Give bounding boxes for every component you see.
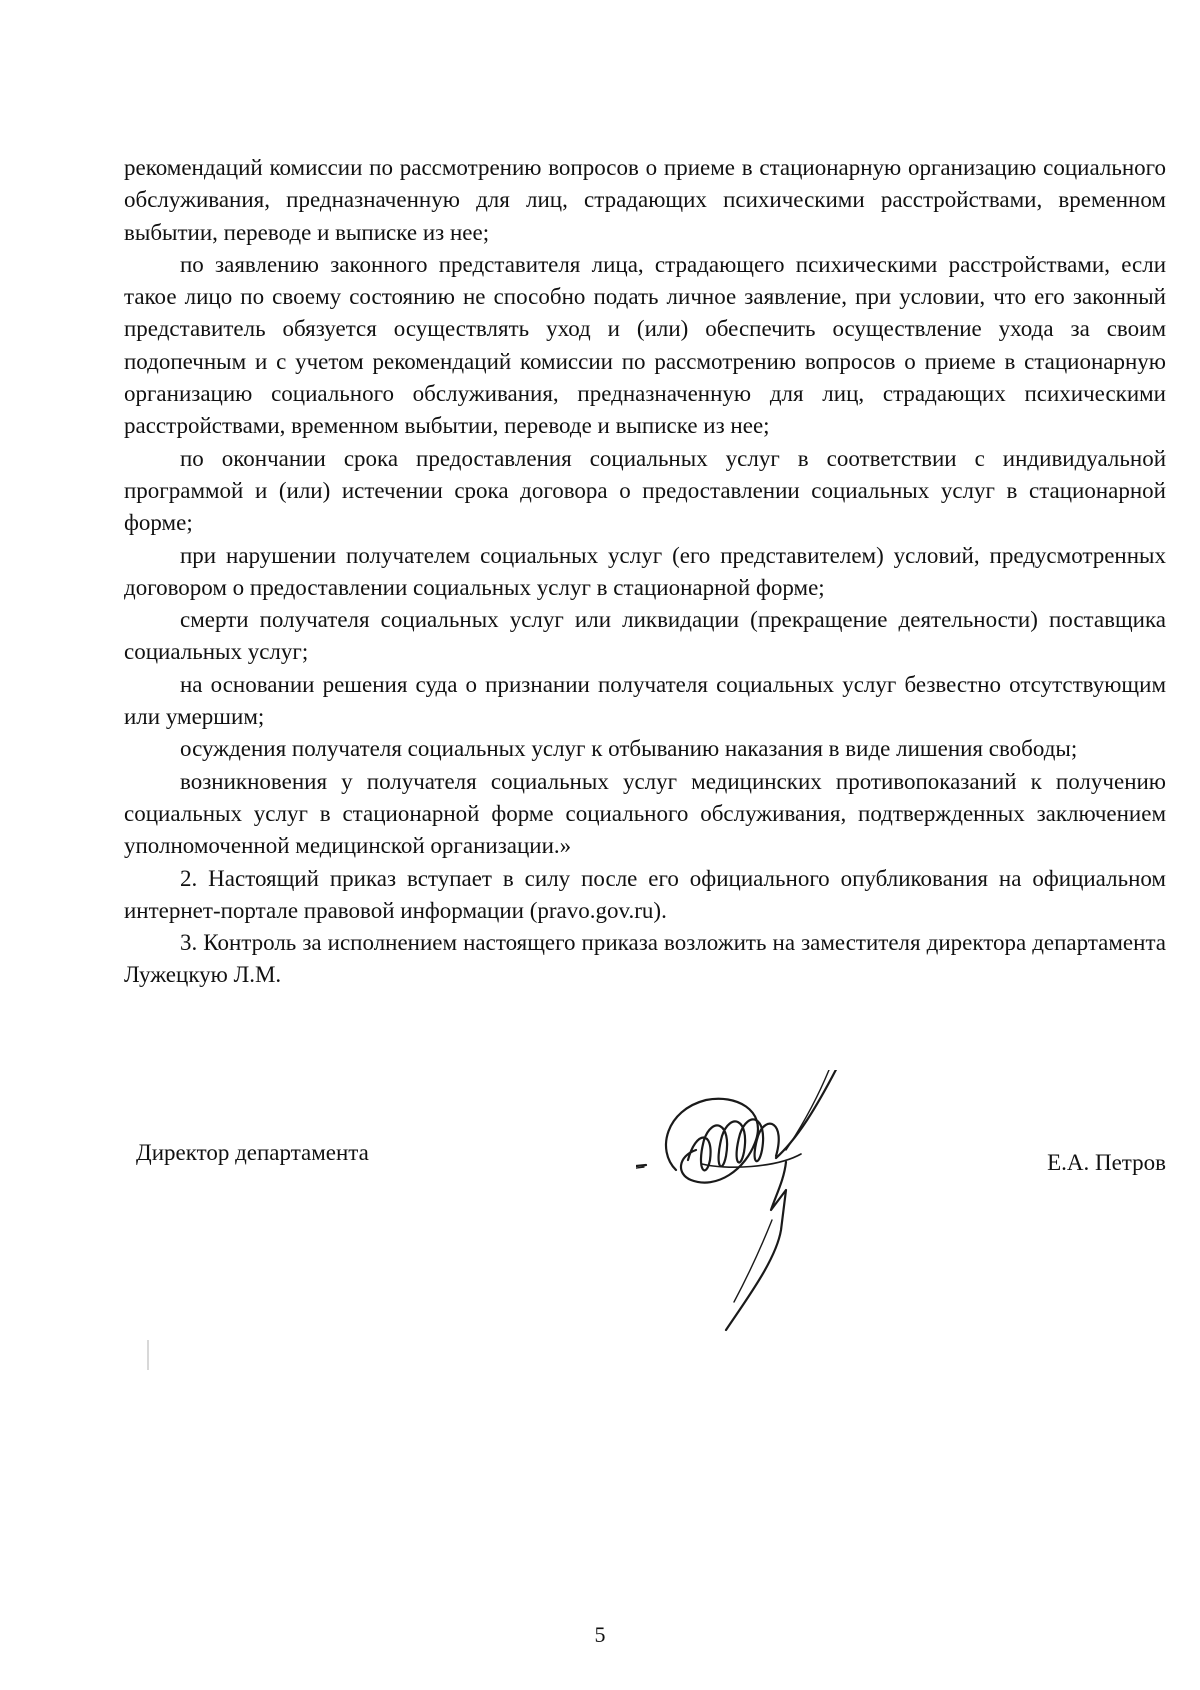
paragraph-conviction: осуждения получателя социальных услуг к отбыванию наказания в виде лишения свободы; (180, 736, 1078, 762)
paragraph-medical-contraindications: возникновения у получателя социальных услуг медицинских противопоказаний к получению социальных услуг в стационарной форме социального обслуживания, подтвержденных заключением уполномоченной медицинской организации.» (124, 768, 1166, 859)
clause-2-effective-date: 2. Настоящий приказ вступает в силу после его официального опубликования на официальном интернет-портале правовой информации (pravo.gov.ru). (124, 865, 1166, 923)
paragraph-violation: при нарушении получателем социальных услуг (его представителем) условий, предусмотренных договором о предоставлении социальных услуг в стационарной форме; (124, 542, 1166, 600)
paragraph-term-end: по окончании срока предоставления социальных услуг в соответствии с индивидуальной программой и (или) истечении срока договора о предоставлении социальных услуг в стационарной форме; (124, 445, 1166, 536)
scan-artifact (147, 1340, 149, 1370)
clause-3-control: 3. Контроль за исполнением настоящего приказа возложить на заместителя директора департамента Лужецкую Л.М. (124, 930, 1166, 988)
signatory-position: Директор департамента (136, 1140, 369, 1165)
signatory-name: Е.А. Петров (1047, 1150, 1166, 1175)
paragraph-death-liquidation: смерти получателя социальных услуг или ликвидации (прекращение деятельности) поставщика социальных услуг; (124, 607, 1166, 665)
paragraph-legal-representative: по заявлению законного представителя лица, страдающего психическими расстройствами, если такое лицо по своему состоянию не способно подать личное заявление, при условии, что его законный представитель обязуется осуществлять уход и (или) обеспечить осуществление ухода за своим подопечным и с учетом рекомендаций комиссии по рассмотрению вопросов о приеме в стационарную организацию социального обслуживания, предназначенную для лиц, страдающих психическими расстройствами, временном выбытии, переводе и выписке из нее; (124, 251, 1166, 439)
paragraph-continuation: рекомендаций комиссии по рассмотрению вопросов о приеме в стационарную организацию социального обслуживания, предназначенную для лиц, страдающих психическими расстройствами, временном выбытии, переводе и выписке из нее; (124, 155, 1166, 245)
page-number: 5 (594, 1622, 606, 1647)
handwritten-signature (636, 1070, 936, 1390)
document-body (124, 152, 1166, 992)
paragraph-court-decision: на основании решения суда о признании получателя социальных услуг безвестно отсутствующим или умершим; (124, 671, 1166, 730)
